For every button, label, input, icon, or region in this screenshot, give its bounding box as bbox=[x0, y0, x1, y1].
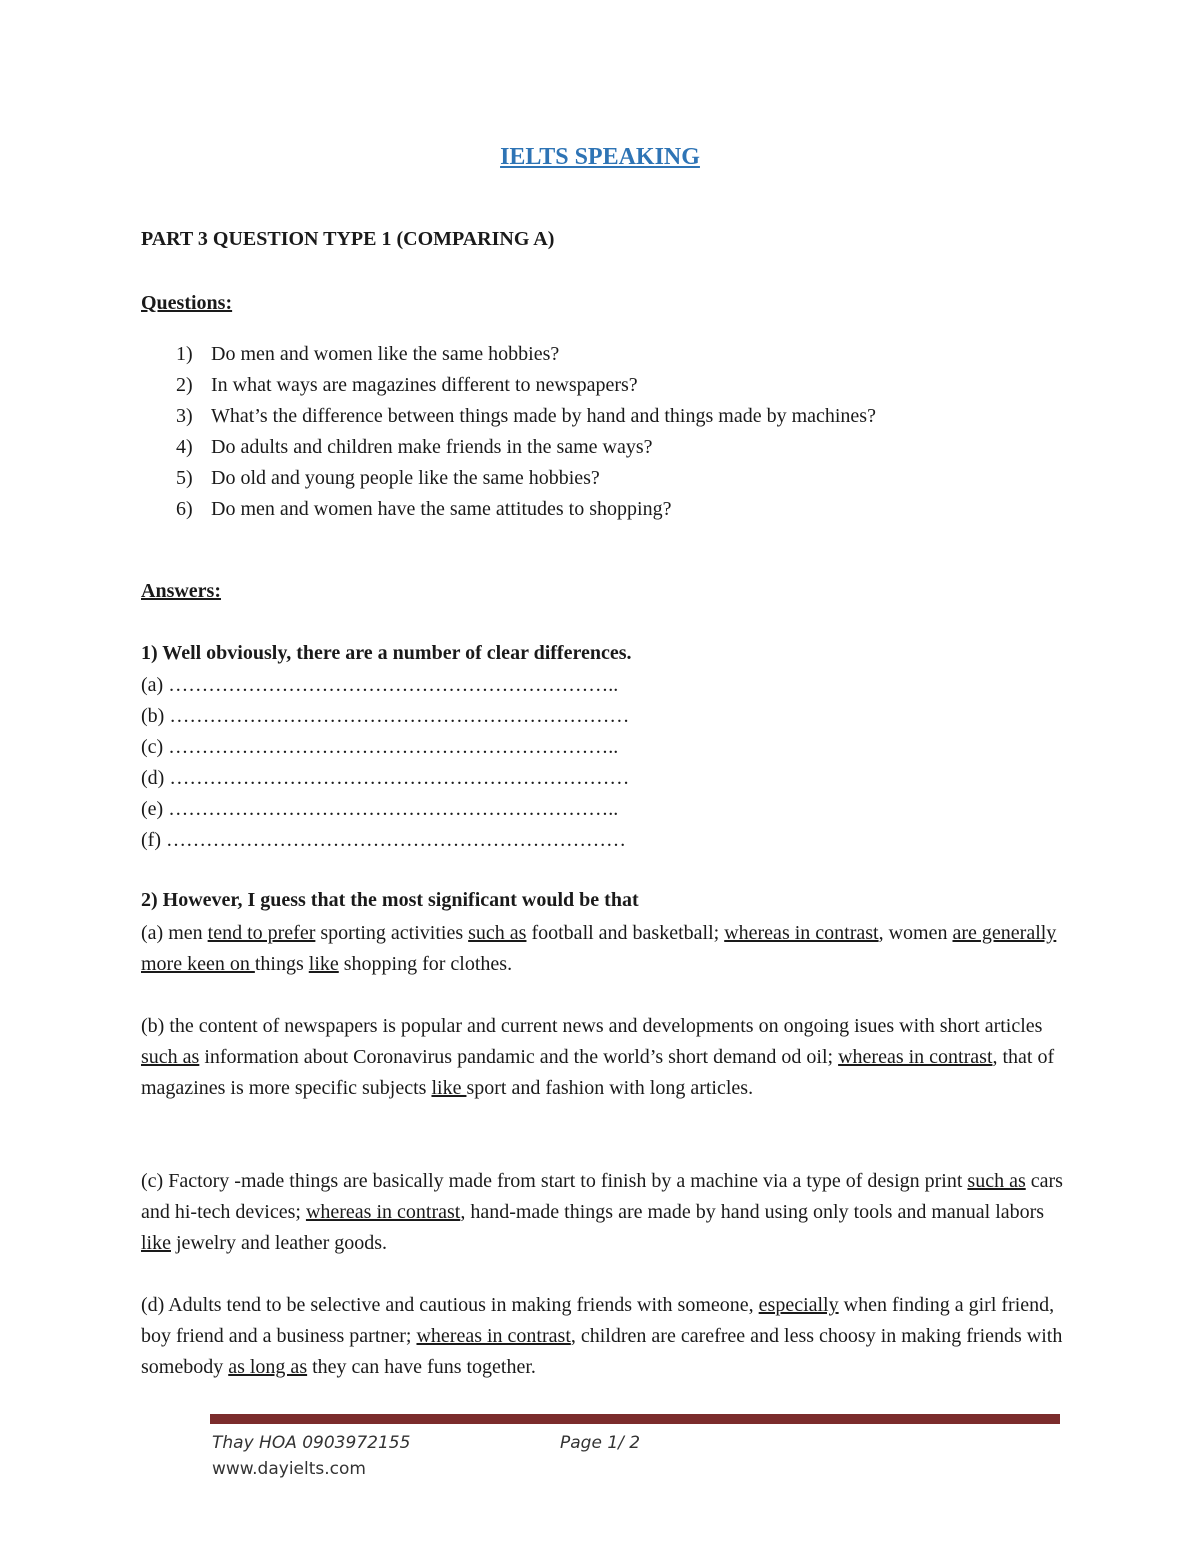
footer-page-number: Page 1/ 2 bbox=[560, 1433, 641, 1453]
question-number: 4) bbox=[176, 436, 193, 458]
answer-paragraph-d: (d) Adults tend to be selective and cautious in making friends with someone, especially when finding a girl friend, boy friend and a business partner; whereas in contrast, children are carefree and less choosy in making friends with somebody as long as they can have funs together. bbox=[141, 1294, 1063, 1378]
question-number: 6) bbox=[176, 498, 193, 520]
question-text: Do men and women have the same attitudes to shopping? bbox=[211, 498, 672, 520]
answer-paragraph-b: (b) the content of newspapers is popular and current news and developments on ongoing isues with short articles such as information about Coronavirus pandamic and the world’s short demand od oil; whereas in contrast, that of magazines is more specific subjects like sport and fashion with long articles. bbox=[141, 1015, 1055, 1099]
questions-label: Questions: bbox=[141, 292, 233, 314]
blank-line-b: (b) …………………………………………………………… bbox=[141, 705, 630, 727]
answer-1-heading: 1) Well obviously, there are a number of clear differences. bbox=[141, 642, 632, 664]
blank-line-d: (d) …………………………………………………………… bbox=[141, 767, 630, 789]
question-text: Do men and women like the same hobbies? bbox=[211, 343, 560, 365]
question-text: What’s the difference between things made by hand and things made by machines? bbox=[211, 405, 876, 427]
footer-author: Thay HOA 0903972155 bbox=[212, 1433, 411, 1453]
blank-line-c: (c) ………………………………………………………….. bbox=[141, 736, 619, 758]
footer-divider bbox=[210, 1414, 1060, 1424]
question-text: Do old and young people like the same hobbies? bbox=[211, 467, 600, 489]
answer-2-heading: 2) However, I guess that the most significant would be that bbox=[141, 889, 639, 911]
question-text: In what ways are magazines different to newspapers? bbox=[211, 374, 638, 396]
answer-paragraph-c: (c) Factory -made things are basically made from start to finish by a machine via a type of design print such as cars and hi-tech devices; whereas in contrast, hand-made things are made by hand using only tools and manual labors like jewelry and leather goods. bbox=[141, 1170, 1063, 1254]
blank-line-a: (a) ………………………………………………………….. bbox=[141, 674, 619, 696]
question-number: 2) bbox=[176, 374, 193, 396]
answer-paragraph-a: (a) men tend to prefer sporting activities such as football and basketball; whereas in contrast, women are generally more keen on things like shopping for clothes. bbox=[141, 922, 1057, 975]
answer-blanks bbox=[141, 670, 629, 856]
page-title: IELTS SPEAKING bbox=[500, 144, 700, 170]
question-number: 5) bbox=[176, 467, 193, 489]
question-number: 3) bbox=[176, 405, 193, 427]
answers-label: Answers: bbox=[141, 580, 221, 602]
question-number: 1) bbox=[176, 343, 193, 365]
footer-website: www.dayielts.com bbox=[212, 1459, 366, 1479]
blank-line-f: (f) …………………………………………………………… bbox=[141, 829, 626, 851]
part-heading: PART 3 QUESTION TYPE 1 (COMPARING A) bbox=[141, 228, 555, 250]
blank-line-e: (e) ………………………………………………………….. bbox=[141, 798, 619, 820]
question-text: Do adults and children make friends in the same ways? bbox=[211, 436, 653, 458]
